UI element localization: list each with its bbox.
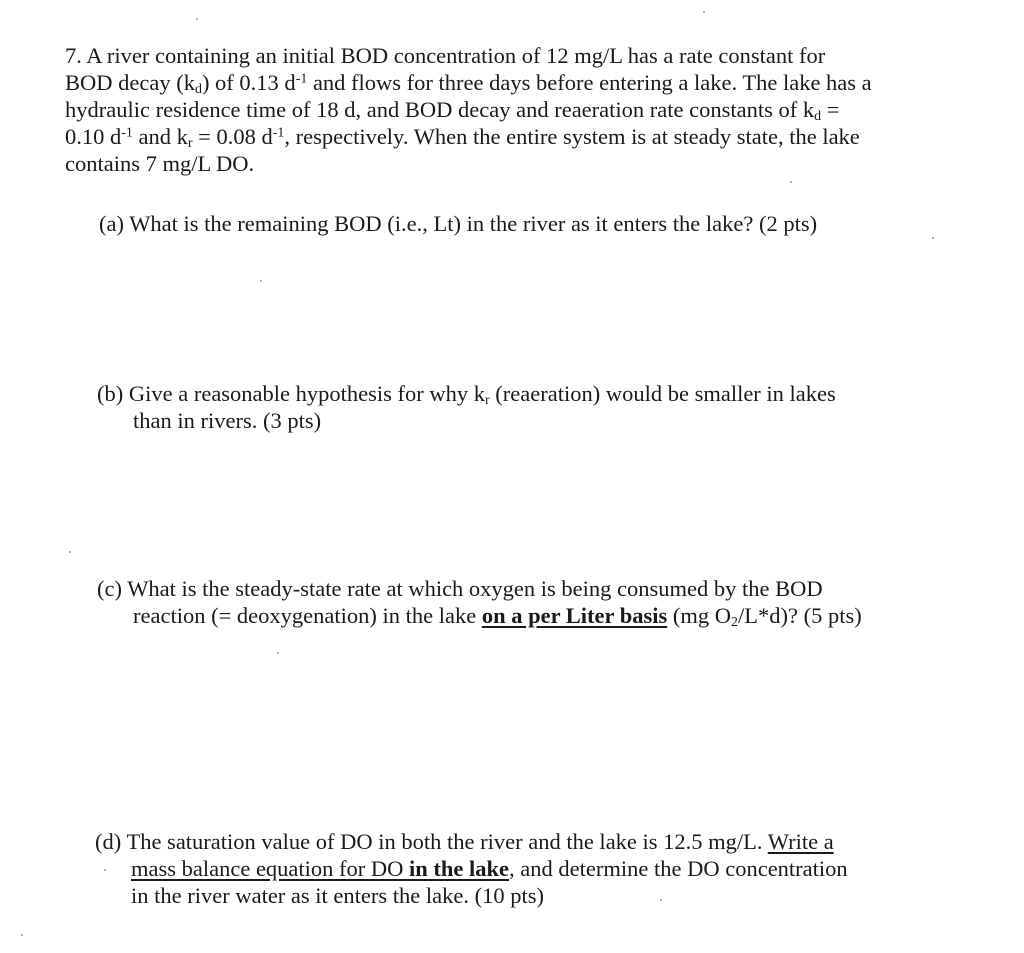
question-text: (b) Give a reasonable hypothesis for why k (97, 381, 486, 406)
question-text: (mg O (667, 603, 732, 628)
emphasis-underlined: mass balance equation for DO (131, 856, 410, 881)
question-text: /L*d)? (5 pts) (737, 603, 862, 628)
question-d-line-1 (95, 828, 848, 855)
superscript: -1 (295, 71, 308, 87)
problem-text: = (821, 97, 840, 122)
problem-text: , respectively. When the entire system is at steady state, the lake (284, 124, 860, 149)
scan-speck (104, 869, 106, 871)
problem-statement (65, 42, 965, 177)
scan-speck (703, 11, 705, 13)
question-text: (d) The saturation value of DO in both the river and the lake is 12.5 mg/L. (95, 829, 768, 854)
problem-line-3 (65, 96, 965, 123)
problem-text: ) of 0.13 d (201, 70, 296, 95)
problem-line-5: contains 7 mg/L DO. (65, 151, 255, 176)
question-text: (reaeration) would be smaller in lakes (489, 381, 836, 406)
scan-speck (260, 280, 262, 282)
problem-line-1 (65, 42, 965, 69)
subscript: r (485, 392, 490, 408)
problem-text: A river containing an initial BOD concentration of 12 mg/L has a rate constant for (86, 43, 826, 68)
problem-number: 7. (65, 43, 82, 68)
emphasis-underlined: Write a (767, 829, 834, 854)
superscript: -1 (121, 125, 133, 141)
subscript: 2 (731, 614, 738, 630)
problem-line-2 (65, 69, 965, 96)
problem-text: and flows for three days before entering a lake. The lake has a (307, 70, 872, 95)
subscript: d (814, 108, 822, 124)
problem-text: = 0.08 d (192, 124, 273, 149)
problem-text: hydraulic residence time of 18 d, and BOD decay and reaeration rate constants of k (65, 97, 815, 122)
question-text: , and determine the DO concentration (509, 856, 848, 881)
superscript: -1 (272, 125, 285, 141)
question-c-line-1: (c) What is the steady-state rate at which oxygen is being consumed by the BOD (97, 576, 823, 601)
question-d-line-3: in the river water as it enters the lake. (10 pts) (131, 883, 544, 908)
question-a-text: (a) What is the remaining BOD (i.e., Lt) in the river as it enters the lake? (2 pts) (99, 211, 818, 236)
emphasis-underlined: on a per Liter basis (481, 603, 668, 628)
problem-line-4 (65, 123, 965, 150)
scan-speck (196, 18, 198, 20)
question-a (99, 210, 817, 237)
scan-speck (660, 899, 662, 901)
problem-text: and k (132, 124, 188, 149)
question-b-line-2: than in rivers. (3 pts) (133, 408, 322, 433)
question-text: reaction (= deoxygenation) in the lake (133, 603, 482, 628)
subscript: r (187, 135, 193, 151)
scan-speck (69, 551, 71, 553)
problem-text: BOD decay (k (65, 70, 195, 95)
question-d (95, 828, 848, 909)
scan-speck (790, 181, 792, 183)
question-d-line-2 (95, 855, 848, 882)
problem-text: 0.10 d (65, 124, 122, 149)
question-b-line-1 (97, 380, 836, 407)
scan-speck (21, 934, 23, 936)
question-c (97, 575, 862, 629)
question-b (97, 380, 836, 434)
scan-speck (277, 652, 279, 654)
emphasis-underlined-bold: in the lake (409, 856, 510, 881)
subscript: d (194, 81, 202, 97)
question-c-line-2 (97, 602, 862, 629)
scan-speck (932, 237, 934, 239)
